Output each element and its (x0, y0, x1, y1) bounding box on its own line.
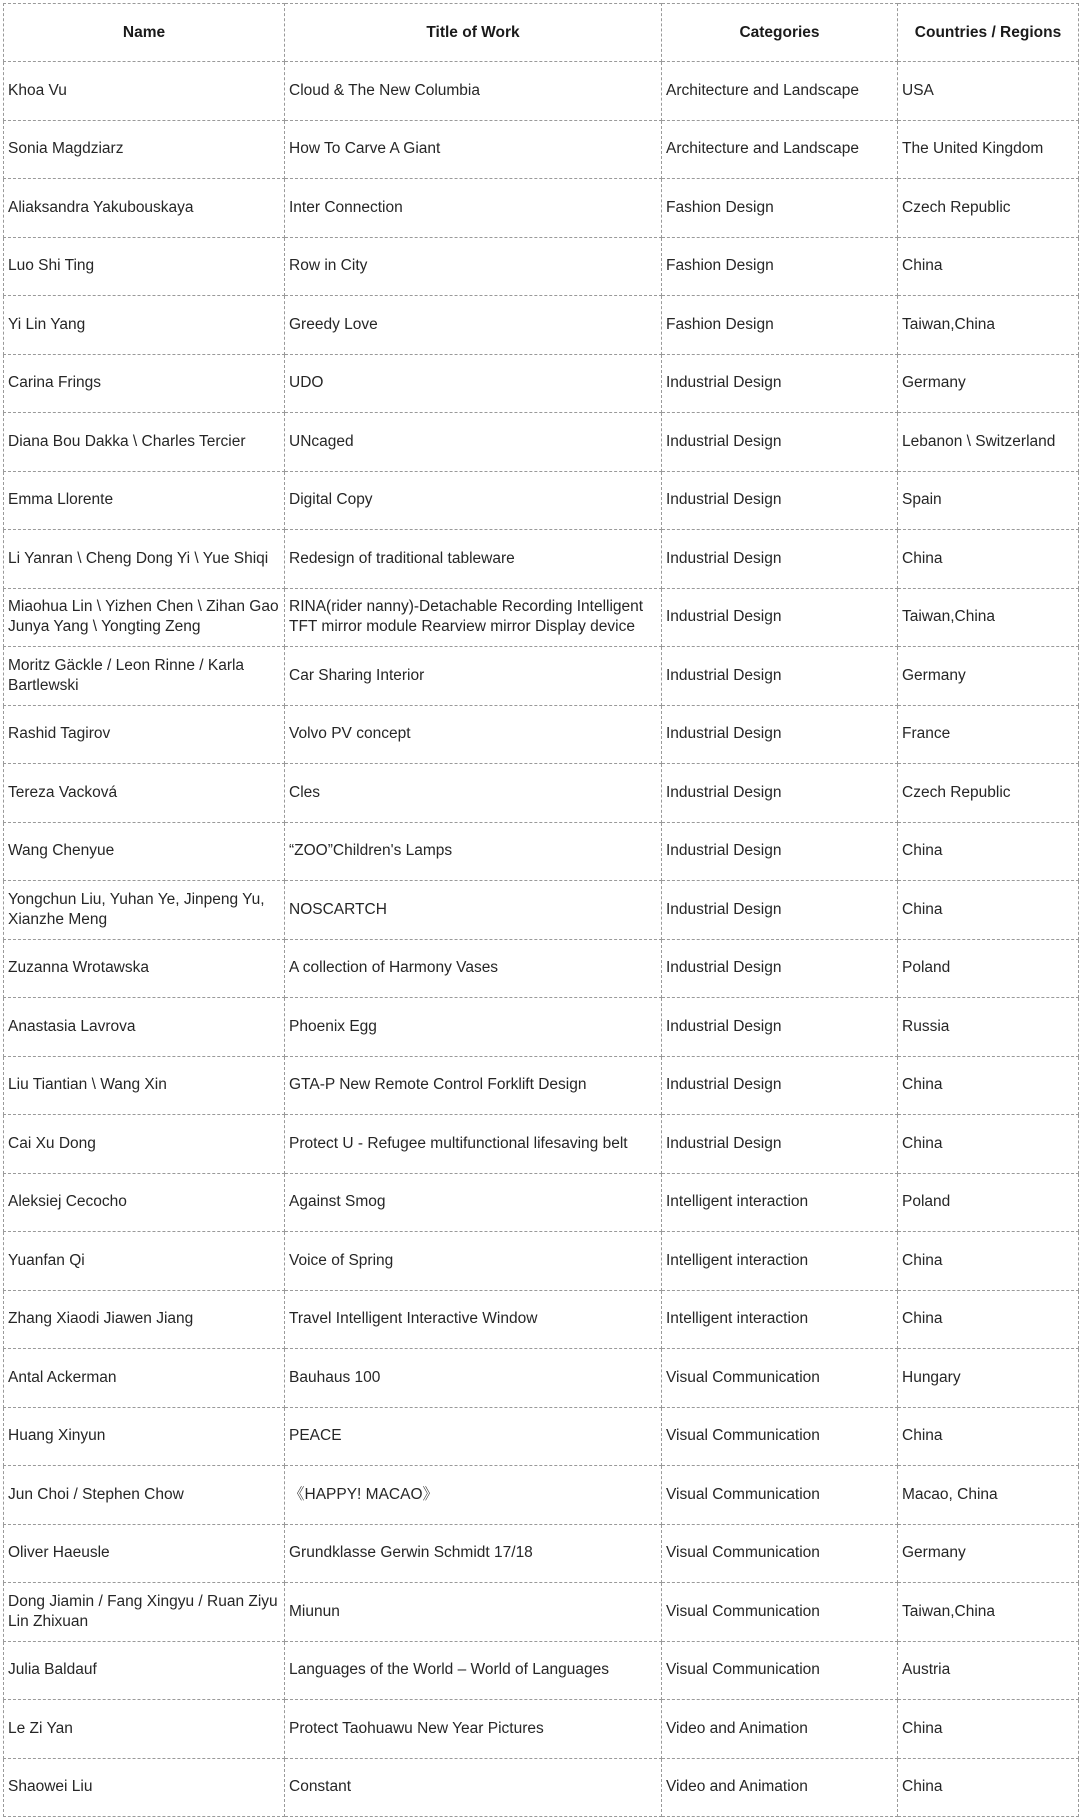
title-of-work-cell-text: UNcaged (289, 432, 354, 450)
category-cell-text: Visual Communication (666, 1368, 820, 1386)
winners-table (3, 3, 1079, 1817)
country-cell (898, 1290, 1079, 1349)
country-cell (898, 1407, 1079, 1466)
country-cell-text: Taiwan,China (902, 1602, 996, 1620)
category-cell-text: Visual Communication (666, 1602, 820, 1620)
category-cell-text: Industrial Design (666, 549, 782, 567)
title-of-work-cell (285, 705, 662, 764)
country-cell-text: Poland (902, 1193, 951, 1211)
country-cell (898, 296, 1079, 355)
country-cell-text: Russia (902, 1017, 950, 1035)
country-cell (898, 354, 1079, 413)
title-of-work-cell (285, 1641, 662, 1700)
category-cell (662, 120, 898, 179)
header-row (4, 4, 1079, 62)
title-of-work-cell (285, 1758, 662, 1817)
title-of-work-cell-text: Miunun (289, 1602, 340, 1620)
title-of-work-cell-text: Cloud & The New Columbia (289, 81, 480, 99)
name-cell-text: Cai Xu Dong (8, 1134, 96, 1152)
category-cell (662, 1407, 898, 1466)
country-cell (898, 1232, 1079, 1291)
name-cell-text: Diana Bou Dakka \ Charles Tercier (8, 432, 246, 450)
name-cell (4, 296, 285, 355)
country-cell (898, 120, 1079, 179)
table-row (4, 179, 1079, 238)
country-cell (898, 881, 1079, 940)
table-body (4, 62, 1079, 1817)
title-of-work-cell (285, 1700, 662, 1759)
title-of-work-cell (285, 1466, 662, 1525)
name-cell-text: Sonia Magdziarz (8, 140, 124, 158)
category-cell (662, 881, 898, 940)
category-cell-text: Intelligent interaction (666, 1251, 809, 1269)
category-cell (662, 764, 898, 823)
title-of-work-cell-text: Phoenix Egg (289, 1017, 377, 1035)
country-cell-text: The United Kingdom (902, 140, 1044, 158)
name-cell (4, 1349, 285, 1408)
table-row (4, 588, 1079, 647)
category-cell-text: Industrial Design (666, 491, 782, 509)
country-cell-text: Germany (902, 666, 966, 684)
country-cell (898, 62, 1079, 121)
category-cell-text: Industrial Design (666, 374, 782, 392)
title-of-work-cell-text: Inter Connection (289, 198, 403, 216)
title-of-work-cell-text: Cles (289, 783, 321, 801)
country-cell (898, 1524, 1079, 1583)
name-cell (4, 1583, 285, 1642)
country-cell-text: China (902, 1251, 943, 1269)
title-of-work-cell-text: UDO (289, 374, 324, 392)
country-cell (898, 530, 1079, 589)
name-cell (4, 588, 285, 647)
title-of-work-cell (285, 471, 662, 530)
category-cell-text: Industrial Design (666, 1017, 782, 1035)
country-cell (898, 237, 1079, 296)
title-of-work-cell (285, 998, 662, 1057)
name-cell (4, 998, 285, 1057)
title-of-work-cell (285, 1115, 662, 1174)
table-row (4, 939, 1079, 998)
title-of-work-cell-text: “ZOO”Children's Lamps (289, 842, 453, 860)
name-cell (4, 647, 285, 706)
country-cell-text: China (902, 1134, 943, 1152)
title-of-work-cell (285, 1173, 662, 1232)
name-cell-text: Julia Baldauf (8, 1661, 97, 1679)
category-cell-text: Visual Communication (666, 1485, 820, 1503)
table-row (4, 1524, 1079, 1583)
table-row (4, 1173, 1079, 1232)
name-cell-text: Shaowei Liu (8, 1778, 93, 1796)
category-cell-text: Fashion Design (666, 315, 774, 333)
name-cell (4, 354, 285, 413)
category-cell-text: Fashion Design (666, 257, 774, 275)
country-cell (898, 1173, 1079, 1232)
name-cell (4, 822, 285, 881)
name-cell (4, 413, 285, 472)
category-cell (662, 1115, 898, 1174)
category-cell (662, 1466, 898, 1525)
table-row (4, 413, 1079, 472)
category-cell (662, 1349, 898, 1408)
category-cell-text: Industrial Design (666, 666, 782, 684)
name-cell-text: Antal Ackerman (8, 1368, 117, 1386)
name-cell-text: Yuanfan Qi (8, 1251, 85, 1269)
name-cell-text: Oliver Haeusle (8, 1544, 110, 1562)
title-of-work-cell (285, 822, 662, 881)
country-cell (898, 939, 1079, 998)
name-cell-text: Carina Frings (8, 374, 102, 392)
category-cell-text: Visual Communication (666, 1544, 820, 1562)
table-row (4, 237, 1079, 296)
country-cell (898, 1056, 1079, 1115)
country-cell-text: Germany (902, 374, 966, 392)
name-cell-text: Rashid Tagirov (8, 725, 111, 743)
title-of-work-cell-text: Against Smog (289, 1193, 386, 1211)
title-of-work-cell (285, 1056, 662, 1115)
title-of-work-cell-text: Voice of Spring (289, 1251, 394, 1269)
country-cell-text: Lebanon \ Switzerland (902, 432, 1056, 450)
name-cell-text: Li Yanran \ Cheng Dong Yi \ Yue Shiqi (8, 549, 269, 567)
title-of-work-cell-text: A collection of Harmony Vases (289, 959, 499, 977)
name-cell (4, 1466, 285, 1525)
category-cell (662, 62, 898, 121)
table-row (4, 998, 1079, 1057)
category-cell-text: Fashion Design (666, 198, 774, 216)
name-cell-text: Luo Shi Ting (8, 257, 95, 275)
title-of-work-cell (285, 881, 662, 940)
table-row (4, 764, 1079, 823)
table-row (4, 120, 1079, 179)
category-cell (662, 237, 898, 296)
category-cell (662, 588, 898, 647)
title-of-work-cell (285, 296, 662, 355)
name-cell-text: Liu Tiantian \ Wang Xin (8, 1076, 167, 1094)
title-of-work-cell-text: Travel Intelligent Interactive Window (289, 1310, 538, 1328)
category-cell (662, 939, 898, 998)
country-cell-text: China (902, 549, 943, 567)
category-cell-text: Intelligent interaction (666, 1310, 809, 1328)
title-of-work-cell (285, 1290, 662, 1349)
category-cell-text: Industrial Design (666, 842, 782, 860)
name-cell-text: Tereza Vacková (8, 783, 118, 801)
category-cell (662, 647, 898, 706)
name-cell-text: Wang Chenyue (8, 842, 115, 860)
title-of-work-cell (285, 1232, 662, 1291)
name-cell (4, 530, 285, 589)
category-cell (662, 1641, 898, 1700)
table-row (4, 1407, 1079, 1466)
title-of-work-cell-text: Languages of the World – World of Languages (289, 1661, 609, 1679)
name-cell (4, 1056, 285, 1115)
country-cell-text: Poland (902, 959, 951, 977)
country-cell (898, 705, 1079, 764)
title-of-work-cell (285, 413, 662, 472)
name-cell-text: Moritz Gäckle / Leon Rinne / Karla Bartlewski (8, 656, 245, 694)
country-cell-text: China (902, 842, 943, 860)
title-of-work-cell (285, 530, 662, 589)
header-title-of-work: Title of Work (285, 4, 662, 62)
table-row (4, 354, 1079, 413)
name-cell-text: Anastasia Lavrova (8, 1017, 136, 1035)
category-cell-text: Architecture and Landscape (666, 140, 860, 158)
country-cell-text: Macao, China (902, 1485, 998, 1503)
name-cell (4, 1232, 285, 1291)
name-cell (4, 1641, 285, 1700)
name-cell (4, 471, 285, 530)
category-cell (662, 1173, 898, 1232)
name-cell (4, 1407, 285, 1466)
country-cell-text: Spain (902, 491, 942, 509)
country-cell-text: Taiwan,China (902, 608, 996, 626)
name-cell-text: Aliaksandra Yakubouskaya (8, 198, 194, 216)
title-of-work-cell-text: Digital Copy (289, 491, 373, 509)
category-cell-text: Industrial Design (666, 783, 782, 801)
country-cell-text: China (902, 900, 943, 918)
title-of-work-cell (285, 1524, 662, 1583)
country-cell (898, 1115, 1079, 1174)
category-cell-text: Industrial Design (666, 1076, 782, 1094)
category-cell-text: Visual Communication (666, 1661, 820, 1679)
title-of-work-cell (285, 1349, 662, 1408)
country-cell (898, 1583, 1079, 1642)
title-of-work-cell (285, 764, 662, 823)
title-of-work-cell-text: NOSCARTCH (289, 900, 387, 918)
table-row (4, 1232, 1079, 1291)
name-cell (4, 881, 285, 940)
table-row (4, 647, 1079, 706)
country-cell-text: China (902, 1076, 943, 1094)
category-cell (662, 1758, 898, 1817)
name-cell-text: Jun Choi / Stephen Chow (8, 1485, 184, 1503)
title-of-work-cell-text: How To Carve A Giant (289, 140, 441, 158)
category-cell-text: Architecture and Landscape (666, 81, 860, 99)
table-row (4, 822, 1079, 881)
table-header (4, 4, 1079, 62)
header-categories: Categories (662, 4, 898, 62)
country-cell-text: Austria (902, 1661, 951, 1679)
table-row (4, 705, 1079, 764)
category-cell (662, 471, 898, 530)
title-of-work-cell (285, 1407, 662, 1466)
title-of-work-cell-text: PEACE (289, 1427, 342, 1445)
title-of-work-cell-text: GTA-P New Remote Control Forklift Design (289, 1076, 587, 1094)
category-cell (662, 1700, 898, 1759)
table-row (4, 62, 1079, 121)
header-countries-regions: Countries / Regions (898, 4, 1079, 62)
country-cell-text: USA (902, 81, 934, 99)
title-of-work-cell (285, 1583, 662, 1642)
name-cell (4, 764, 285, 823)
country-cell-text: China (902, 257, 943, 275)
category-cell (662, 1524, 898, 1583)
title-of-work-cell (285, 179, 662, 238)
category-cell (662, 1056, 898, 1115)
name-cell (4, 120, 285, 179)
country-cell (898, 1641, 1079, 1700)
title-of-work-cell-text: Constant (289, 1778, 352, 1796)
name-cell (4, 1700, 285, 1759)
category-cell-text: Industrial Design (666, 959, 782, 977)
title-of-work-cell-text: Bauhaus 100 (289, 1368, 381, 1386)
title-of-work-cell-text: Redesign of traditional tableware (289, 549, 515, 567)
title-of-work-cell (285, 939, 662, 998)
name-cell (4, 179, 285, 238)
name-cell-text: Aleksiej Cecocho (8, 1193, 127, 1211)
category-cell (662, 822, 898, 881)
table-row (4, 530, 1079, 589)
name-cell-text: Zuzanna Wrotawska (8, 959, 149, 977)
name-cell (4, 1290, 285, 1349)
category-cell (662, 1232, 898, 1291)
category-cell-text: Industrial Design (666, 432, 782, 450)
title-of-work-cell (285, 237, 662, 296)
title-of-work-cell-text: 《HAPPY! MACAO》 (289, 1485, 438, 1503)
category-cell-text: Industrial Design (666, 1134, 782, 1152)
title-of-work-cell (285, 120, 662, 179)
name-cell-text: Dong Jiamin / Fang Xingyu / Ruan Ziyu Lin Zhixuan (8, 1592, 278, 1630)
country-cell-text: Czech Republic (902, 783, 1011, 801)
category-cell-text: Industrial Design (666, 725, 782, 743)
name-cell-text: Emma Llorente (8, 491, 114, 509)
category-cell (662, 354, 898, 413)
name-cell-text: Khoa Vu (8, 81, 67, 99)
name-cell (4, 1173, 285, 1232)
title-of-work-cell (285, 62, 662, 121)
name-cell (4, 1758, 285, 1817)
country-cell (898, 822, 1079, 881)
category-cell (662, 1583, 898, 1642)
category-cell (662, 179, 898, 238)
table-row (4, 1115, 1079, 1174)
country-cell (898, 471, 1079, 530)
name-cell (4, 237, 285, 296)
title-of-work-cell (285, 588, 662, 647)
title-of-work-cell-text: Grundklasse Gerwin Schmidt 17/18 (289, 1544, 533, 1562)
name-cell-text: Yongchun Liu, Yuhan Ye, Jinpeng Yu, Xianzhe Meng (8, 890, 265, 928)
table-row (4, 1466, 1079, 1525)
country-cell (898, 413, 1079, 472)
name-cell-text: Yi Lin Yang (8, 315, 86, 333)
title-of-work-cell (285, 647, 662, 706)
table-row (4, 1641, 1079, 1700)
country-cell (898, 764, 1079, 823)
table-row (4, 471, 1079, 530)
title-of-work-cell-text: RINA(rider nanny)-Detachable Recording Intelligent TFT mirror module Rearview mirror Display device (289, 598, 644, 636)
title-of-work-cell-text: Protect Taohuawu New Year Pictures (289, 1719, 544, 1737)
country-cell-text: China (902, 1778, 943, 1796)
country-cell (898, 1349, 1079, 1408)
table-row (4, 881, 1079, 940)
title-of-work-cell-text: Greedy Love (289, 315, 378, 333)
name-cell (4, 1524, 285, 1583)
title-of-work-cell-text: Volvo PV concept (289, 725, 411, 743)
category-cell-text: Video and Animation (666, 1719, 808, 1737)
country-cell-text: France (902, 725, 951, 743)
title-of-work-cell (285, 354, 662, 413)
table-row (4, 1758, 1079, 1817)
name-cell-text: Miaohua Lin \ Yizhen Chen \ Zihan Gao Junya Yang \ Yongting Zeng (8, 598, 279, 636)
name-cell-text: Zhang Xiaodi Jiawen Jiang (8, 1310, 194, 1328)
country-cell (898, 588, 1079, 647)
country-cell (898, 179, 1079, 238)
country-cell-text: China (902, 1719, 943, 1737)
table-row (4, 1349, 1079, 1408)
table-row (4, 1056, 1079, 1115)
category-cell-text: Industrial Design (666, 608, 782, 626)
title-of-work-cell-text: Protect U - Refugee multifunctional lifesaving belt (289, 1134, 628, 1152)
table-row (4, 1583, 1079, 1642)
name-cell (4, 939, 285, 998)
country-cell (898, 1758, 1079, 1817)
category-cell-text: Intelligent interaction (666, 1193, 809, 1211)
name-cell-text: Huang Xinyun (8, 1427, 106, 1445)
country-cell (898, 998, 1079, 1057)
table-row (4, 1290, 1079, 1349)
title-of-work-cell-text: Row in City (289, 257, 368, 275)
country-cell (898, 647, 1079, 706)
country-cell-text: Germany (902, 1544, 966, 1562)
category-cell (662, 705, 898, 764)
category-cell-text: Video and Animation (666, 1778, 808, 1796)
category-cell-text: Industrial Design (666, 900, 782, 918)
table-row (4, 296, 1079, 355)
category-cell (662, 413, 898, 472)
country-cell-text: China (902, 1427, 943, 1445)
category-cell-text: Visual Communication (666, 1427, 820, 1445)
name-cell (4, 705, 285, 764)
category-cell (662, 1290, 898, 1349)
category-cell (662, 296, 898, 355)
country-cell (898, 1700, 1079, 1759)
name-cell (4, 1115, 285, 1174)
category-cell (662, 530, 898, 589)
name-cell (4, 62, 285, 121)
country-cell-text: Taiwan,China (902, 315, 996, 333)
country-cell-text: Czech Republic (902, 198, 1011, 216)
table-row (4, 1700, 1079, 1759)
header-name: Name (4, 4, 285, 62)
country-cell-text: China (902, 1310, 943, 1328)
name-cell-text: Le Zi Yan (8, 1719, 73, 1737)
country-cell-text: Hungary (902, 1368, 961, 1386)
category-cell (662, 998, 898, 1057)
country-cell (898, 1466, 1079, 1525)
title-of-work-cell-text: Car Sharing Interior (289, 666, 425, 684)
